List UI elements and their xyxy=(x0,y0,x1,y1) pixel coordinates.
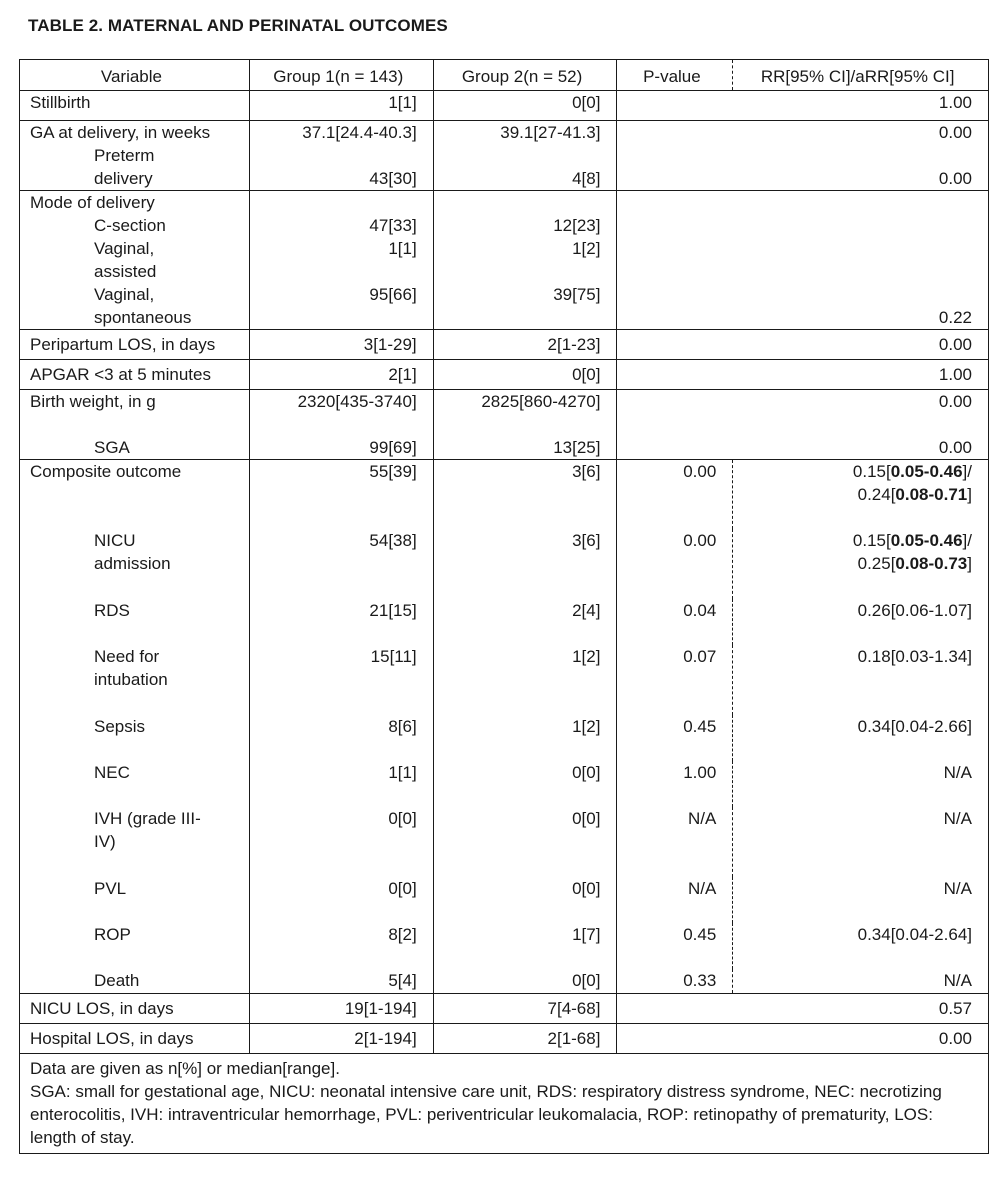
group2-value: 1[2] xyxy=(433,645,617,715)
p-value: 1.00 xyxy=(617,91,989,121)
table-row xyxy=(20,715,989,761)
row-label: IVH (grade III- IV) xyxy=(20,807,250,877)
rr-value: 0.15[0.05-0.46]/ 0.25[0.08-0.73] xyxy=(733,529,989,599)
row-label: Sepsis xyxy=(20,715,250,761)
group1-value: 55[39] xyxy=(249,459,433,529)
rr-value: N/A xyxy=(733,807,989,877)
footnote-abbreviations: SGA: small for gestational age, NICU: neonatal intensive care unit, RDS: respiratory distress syndrome, NEC: necrotizing enterocolitis, IVH: intraventricular hemorrhage, PVL: periventricular leukomalacia, ROP: retinopathy of prematurity, LOS: length of stay. xyxy=(30,1081,942,1147)
header-group2: Group 2(n = 52) xyxy=(433,60,617,91)
group2-value: 1[2] xyxy=(433,715,617,761)
table-row xyxy=(20,761,989,807)
row-label: Birth weight, in g xyxy=(20,390,250,436)
p-value: 0.57 xyxy=(617,993,989,1023)
p-value: 1.00 xyxy=(617,360,989,390)
group2-value: 2[4] xyxy=(433,599,617,645)
group1-value: 3[1-29] xyxy=(249,330,433,360)
p-value: 0.00 xyxy=(617,436,989,460)
footnote-data-format: Data are given as n[%] or median[range]. xyxy=(30,1058,340,1078)
row-label: Death xyxy=(20,969,250,993)
p-value: 0.00 xyxy=(617,1023,989,1053)
row-label: PVL xyxy=(20,877,250,923)
group1-value: 8[2] xyxy=(249,923,433,969)
header-pvalue: P-value xyxy=(617,60,733,91)
rr-value: 0.18[0.03-1.34] xyxy=(733,645,989,715)
row-label: RDS xyxy=(20,599,250,645)
table-row xyxy=(20,121,989,145)
row-label xyxy=(20,144,250,191)
rr-value: 0.34[0.04-2.66] xyxy=(733,715,989,761)
group2-value: 0[0] xyxy=(433,360,617,390)
group1-value: 21[15] xyxy=(249,599,433,645)
group1-value: 47[33] xyxy=(249,214,433,237)
group1-value: 2[1] xyxy=(249,360,433,390)
p-value: 0.07 xyxy=(617,645,733,715)
row-label: NEC xyxy=(20,761,250,807)
group1-value: 54[38] xyxy=(249,529,433,599)
table-row xyxy=(20,1023,989,1053)
p-value: 0.00 xyxy=(617,459,733,529)
group1-value: 2[1-194] xyxy=(249,1023,433,1053)
p-value: 0.00 xyxy=(617,121,989,145)
group1-value: 0[0] xyxy=(249,807,433,877)
group1-value: 37.1[24.4-40.3] xyxy=(249,121,433,145)
table-row xyxy=(20,330,989,360)
group2-value: 3[6] xyxy=(433,529,617,599)
p-value: 0.00 xyxy=(617,330,989,360)
group1-value: 1[1] xyxy=(249,761,433,807)
p-value: 0.22 xyxy=(617,283,989,330)
table-row xyxy=(20,459,989,529)
rr-value: N/A xyxy=(733,969,989,993)
table-row xyxy=(20,923,989,969)
header-group1: Group 1(n = 143) xyxy=(249,60,433,91)
group1-value: 99[69] xyxy=(249,436,433,460)
p-value: N/A xyxy=(617,877,733,923)
p-value: 0.45 xyxy=(617,715,733,761)
row-label: Vaginal, spontaneous xyxy=(20,283,250,330)
table-row xyxy=(20,807,989,877)
table-row xyxy=(20,969,989,993)
p-value: 1.00 xyxy=(617,761,733,807)
group2-value: 4[8] xyxy=(433,144,617,191)
outcomes-table xyxy=(19,59,989,1054)
group1-value: 2320[435-3740] xyxy=(249,390,433,436)
rr-value: 0.15[0.05-0.46]/ 0.24[0.08-0.71] xyxy=(733,459,989,529)
row-label: Stillbirth xyxy=(20,91,250,121)
group2-value: 2825[860-4270] xyxy=(433,390,617,436)
group2-value: 0[0] xyxy=(433,807,617,877)
row-label: GA at delivery, in weeks xyxy=(20,121,250,145)
rr-value: N/A xyxy=(733,761,989,807)
table-row xyxy=(20,91,989,121)
group1-value: 1[1] xyxy=(249,237,433,283)
table-row xyxy=(20,599,989,645)
table-row xyxy=(20,144,989,191)
group1-value: 95[66] xyxy=(249,283,433,330)
row-label: Hospital LOS, in days xyxy=(20,1023,250,1053)
p-value: N/A xyxy=(617,807,733,877)
rr-value: N/A xyxy=(733,877,989,923)
row-label: Vaginal, assisted xyxy=(20,237,250,283)
group2-value: 0[0] xyxy=(433,877,617,923)
table-row xyxy=(20,191,989,215)
row-label: Mode of delivery xyxy=(20,191,250,215)
group1-value: 43[30] xyxy=(249,144,433,191)
row-label: C-section xyxy=(20,214,250,237)
group1-value: 0[0] xyxy=(249,877,433,923)
rr-value: 0.26[0.06-1.07] xyxy=(733,599,989,645)
header-row xyxy=(20,60,989,91)
table-row xyxy=(20,993,989,1023)
group2-value: 7[4-68] xyxy=(433,993,617,1023)
group2-value: 0[0] xyxy=(433,91,617,121)
header-variable: Variable xyxy=(20,60,250,91)
table-row xyxy=(20,283,989,330)
group2-value: 39[75] xyxy=(433,283,617,330)
table-row xyxy=(20,390,989,436)
table-row xyxy=(20,237,989,283)
row-label: SGA xyxy=(20,436,250,460)
group2-value: 0[0] xyxy=(433,761,617,807)
table-row xyxy=(20,877,989,923)
group2-value: 0[0] xyxy=(433,969,617,993)
table-footnote xyxy=(19,1054,989,1154)
p-value: 0.45 xyxy=(617,923,733,969)
group2-value: 1[7] xyxy=(433,923,617,969)
group2-value: 1[2] xyxy=(433,237,617,283)
table-row xyxy=(20,214,989,237)
row-label: Need for intubation xyxy=(20,645,250,715)
row-label: NICU admission xyxy=(20,529,250,599)
row-label: Composite outcome xyxy=(20,459,250,529)
row-label-line2: delivery xyxy=(94,169,153,188)
row-label: Peripartum LOS, in days xyxy=(20,330,250,360)
group1-value: 8[6] xyxy=(249,715,433,761)
row-label: ROP xyxy=(20,923,250,969)
header-rr: RR[95% CI]/aRR[95% CI] xyxy=(733,60,989,91)
group2-value: 2[1-68] xyxy=(433,1023,617,1053)
table-row xyxy=(20,645,989,715)
p-value: 0.33 xyxy=(617,969,733,993)
row-label: APGAR <3 at 5 minutes xyxy=(20,360,250,390)
group1-value: 5[4] xyxy=(249,969,433,993)
p-value: 0.00 xyxy=(617,529,733,599)
group2-value: 2[1-23] xyxy=(433,330,617,360)
group1-value: 19[1-194] xyxy=(249,993,433,1023)
rr-value: 0.34[0.04-2.64] xyxy=(733,923,989,969)
group2-value: 39.1[27-41.3] xyxy=(433,121,617,145)
row-label: NICU LOS, in days xyxy=(20,993,250,1023)
group2-value: 3[6] xyxy=(433,459,617,529)
group1-value: 15[11] xyxy=(249,645,433,715)
p-value: 0.04 xyxy=(617,599,733,645)
group2-value: 13[25] xyxy=(433,436,617,460)
table-row xyxy=(20,360,989,390)
row-label-line1: Preterm xyxy=(94,146,155,165)
table-title: TABLE 2. MATERNAL AND PERINATAL OUTCOMES xyxy=(28,16,448,35)
table-row xyxy=(20,529,989,599)
table-row xyxy=(20,436,989,460)
group1-value: 1[1] xyxy=(249,91,433,121)
group2-value: 12[23] xyxy=(433,214,617,237)
p-value: 0.00 xyxy=(617,144,989,191)
p-value: 0.00 xyxy=(617,390,989,436)
